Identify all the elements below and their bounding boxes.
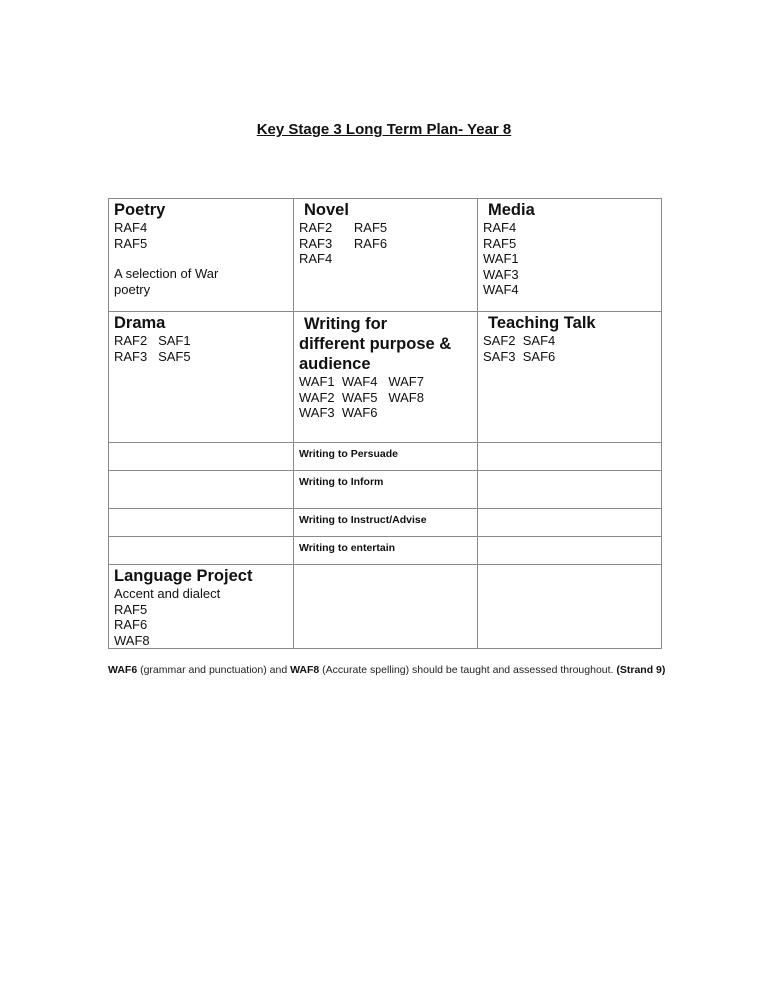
poetry-code: RAF5 [114,235,148,251]
table-row [109,537,662,565]
drama-heading: Drama [114,314,166,332]
empty-cell [109,471,294,509]
language-project-line: RAF6 [114,617,148,632]
media-code: WAF3 [483,266,519,282]
teaching-talk-heading: Teaching Talk [488,314,596,332]
novel-cell [294,199,478,312]
novel-code: RAF2 RAF5 [299,220,388,235]
writing-type-cell [294,537,478,565]
novel-code: RAF4 [299,251,333,266]
novel-code: RAF3 RAF6 [299,235,388,251]
poetry-cell [109,199,294,312]
language-project-heading: Language Project [114,567,253,585]
table-row [109,312,662,443]
table-row [109,509,662,537]
writing-heading: Writing for [304,315,388,333]
table-row [109,471,662,509]
media-code: RAF4 [483,220,517,235]
language-project-line: Accent and dialect [114,586,221,601]
writing-type-cell [294,443,478,471]
footnote [108,664,668,677]
footnote-bold: WAF6 [108,664,138,676]
footnote-bold: (Strand 9) [616,664,666,676]
empty-cell [109,509,294,537]
empty-cell [478,471,662,509]
page-title: Key Stage 3 Long Term Plan- Year 8 [256,121,512,138]
media-code: RAF5 [483,235,517,251]
writing-type-cell [294,471,478,509]
drama-code: RAF3 SAF5 [114,348,191,364]
empty-cell [109,443,294,471]
writing-heading: different purpose & [299,335,452,353]
drama-code: RAF2 SAF1 [114,333,191,348]
writing-type-label: Writing to Persuade [299,448,398,460]
media-code: WAF1 [483,251,519,266]
poetry-code: RAF4 [114,220,148,235]
language-project-cell [109,565,294,649]
table-row [109,199,662,312]
footnote-text: (Accurate spelling) should be taught and assessed throughout. [319,664,617,676]
language-project-line: WAF8 [114,632,150,648]
writing-type-cell [294,509,478,537]
long-term-plan-table [108,198,662,649]
writing-type-label: Writing to Inform [299,476,384,488]
poetry-note: poetry [114,281,151,297]
table-row [109,565,662,649]
empty-cell [109,537,294,565]
novel-heading: Novel [304,201,349,219]
writing-heading: audience [299,355,371,373]
writing-type-label: Writing to Instruct/Advise [299,514,427,526]
empty-cell [478,565,662,649]
writing-code: WAF3 WAF6 [299,405,378,420]
language-project-line: RAF5 [114,601,148,617]
poetry-heading: Poetry [114,201,166,219]
footnote-bold: WAF8 [290,664,320,676]
footnote-text: (grammar and punctuation) and [137,664,291,676]
teaching-talk-code: SAF2 SAF4 [483,333,556,348]
writing-type-label: Writing to entertain [299,542,396,554]
media-code: WAF4 [483,282,519,297]
drama-cell [109,312,294,443]
teaching-talk-cell [478,312,662,443]
writing-code: WAF1 WAF4 WAF7 [299,374,424,389]
empty-cell [478,443,662,471]
empty-cell [478,509,662,537]
media-heading: Media [488,201,535,219]
empty-cell [294,565,478,649]
poetry-note: A selection of War [114,266,219,281]
writing-purpose-cell [294,312,478,443]
writing-code: WAF2 WAF5 WAF8 [299,389,424,405]
media-cell [478,199,662,312]
teaching-talk-code: SAF3 SAF6 [483,348,556,364]
empty-cell [478,537,662,565]
table-row [109,443,662,471]
